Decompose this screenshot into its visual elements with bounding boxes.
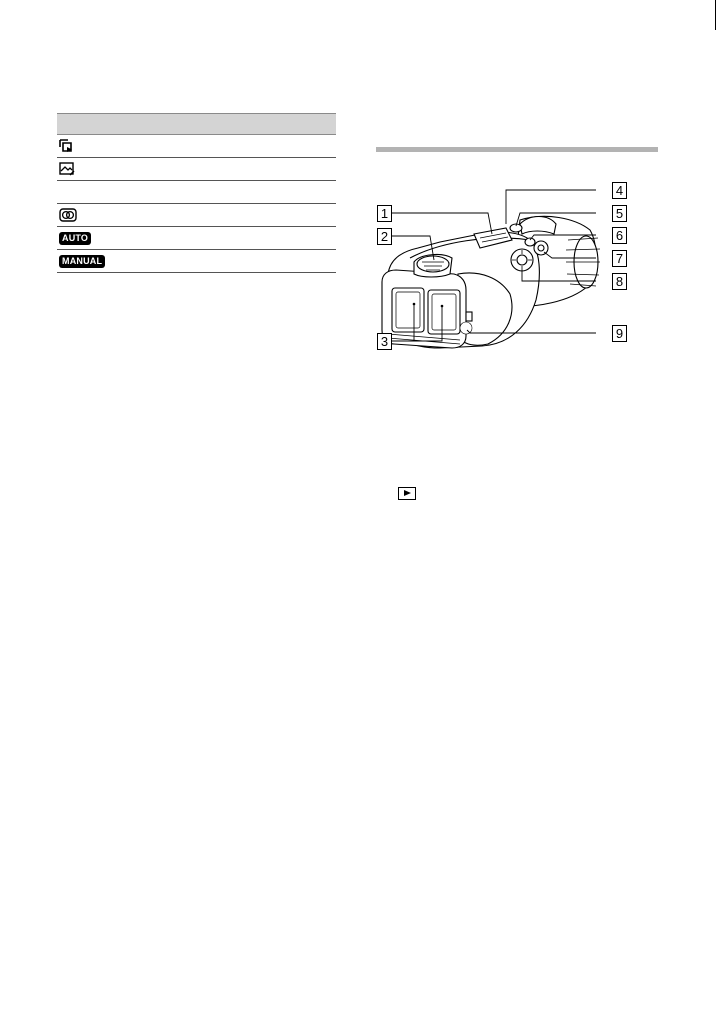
image-edit-icon <box>59 162 75 176</box>
table-row <box>57 250 336 273</box>
callout-8: 8 <box>612 273 627 290</box>
auto-badge: AUTO <box>59 232 91 245</box>
callout-9: 9 <box>612 325 627 342</box>
binoculars-diagram <box>370 178 660 358</box>
table-row <box>57 135 336 158</box>
callout-5: 5 <box>612 205 627 222</box>
callout-2: 2 <box>377 228 392 245</box>
table-header <box>57 113 336 135</box>
table-row <box>57 158 336 181</box>
callout-4: 4 <box>612 182 627 199</box>
icon-table <box>57 113 336 273</box>
table-row <box>57 181 336 204</box>
slideshow-icon <box>59 139 75 153</box>
page-corner-mark <box>715 0 716 30</box>
manual-badge: MANUAL <box>59 255 105 268</box>
callout-7: 7 <box>612 250 627 267</box>
callout-3: 3 <box>377 333 392 350</box>
section-rule <box>376 147 658 152</box>
table-row <box>57 204 336 227</box>
play-icon <box>398 487 416 500</box>
callout-1: 1 <box>377 205 392 222</box>
table-row <box>57 227 336 250</box>
3d-mode-icon <box>59 208 77 222</box>
callout-6: 6 <box>612 227 627 244</box>
